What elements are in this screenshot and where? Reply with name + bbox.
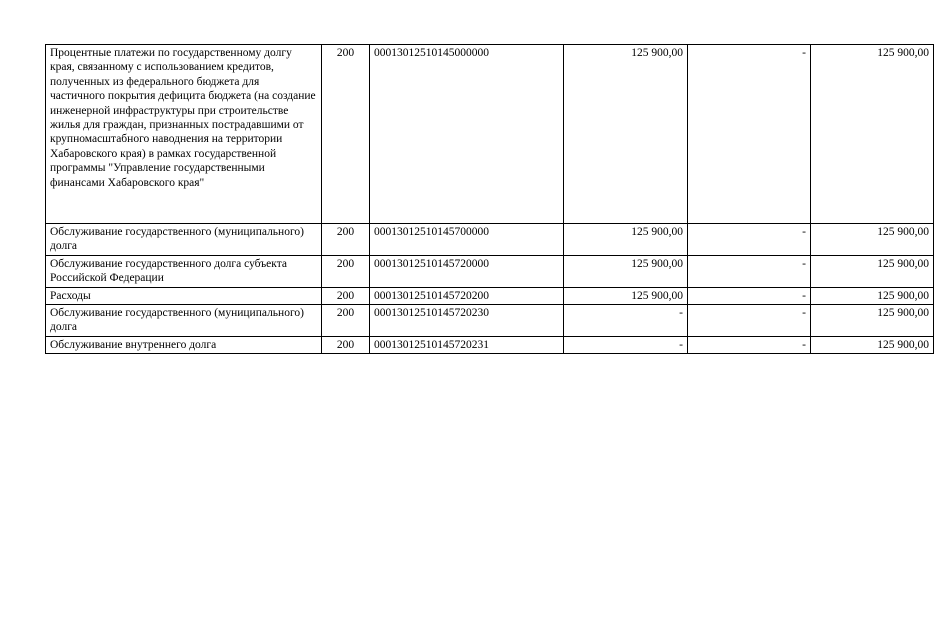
row-classifier: 00013012510145720000: [370, 255, 564, 287]
row-executed: -: [688, 305, 811, 337]
row-classifier: 00013012510145000000: [370, 45, 564, 224]
row-code: 200: [322, 336, 370, 353]
row-planned: 125 900,00: [564, 45, 688, 224]
row-planned: -: [564, 305, 688, 337]
table-row: [46, 45, 934, 224]
row-name: Обслуживание государственного (муниципального) долга: [46, 224, 322, 256]
budget-table: [45, 44, 934, 354]
row-executed: -: [688, 45, 811, 224]
row-code: 200: [322, 255, 370, 287]
row-name: Процентные платежи по государственному долгу края, связанному с использованием кредитов, полученных из федерального бюджета для частичного покрытия дефицита бюджета (на создание инженерной инфраструктуры при строительстве жилья для граждан, признанных пострадавшими от крупномасштабного наводнения на территории Хабаровского края) в рамках государственной программы "Управление государственными финансами Хабаровского края": [46, 45, 322, 224]
table-row: [46, 224, 934, 256]
row-name: Обслуживание государственного долга субъекта Российской Федерации: [46, 255, 322, 287]
row-planned: -: [564, 336, 688, 353]
row-remaining: 125 900,00: [811, 305, 934, 337]
row-classifier: 00013012510145720230: [370, 305, 564, 337]
row-executed: -: [688, 255, 811, 287]
row-classifier: 00013012510145700000: [370, 224, 564, 256]
row-name: Обслуживание государственного (муниципального) долга: [46, 305, 322, 337]
row-name: Расходы: [46, 287, 322, 304]
table-row: [46, 255, 934, 287]
row-planned: 125 900,00: [564, 224, 688, 256]
row-remaining: 125 900,00: [811, 45, 934, 224]
table-row: [46, 336, 934, 353]
row-executed: -: [688, 224, 811, 256]
row-classifier: 00013012510145720231: [370, 336, 564, 353]
row-planned: 125 900,00: [564, 255, 688, 287]
row-classifier: 00013012510145720200: [370, 287, 564, 304]
row-planned: 125 900,00: [564, 287, 688, 304]
row-executed: -: [688, 336, 811, 353]
row-code: 200: [322, 287, 370, 304]
row-remaining: 125 900,00: [811, 255, 934, 287]
row-executed: -: [688, 287, 811, 304]
table-row: [46, 305, 934, 337]
row-code: 200: [322, 45, 370, 224]
row-name: Обслуживание внутреннего долга: [46, 336, 322, 353]
row-remaining: 125 900,00: [811, 287, 934, 304]
row-remaining: 125 900,00: [811, 336, 934, 353]
row-code: 200: [322, 224, 370, 256]
row-code: 200: [322, 305, 370, 337]
table-row: [46, 287, 934, 304]
row-remaining: 125 900,00: [811, 224, 934, 256]
